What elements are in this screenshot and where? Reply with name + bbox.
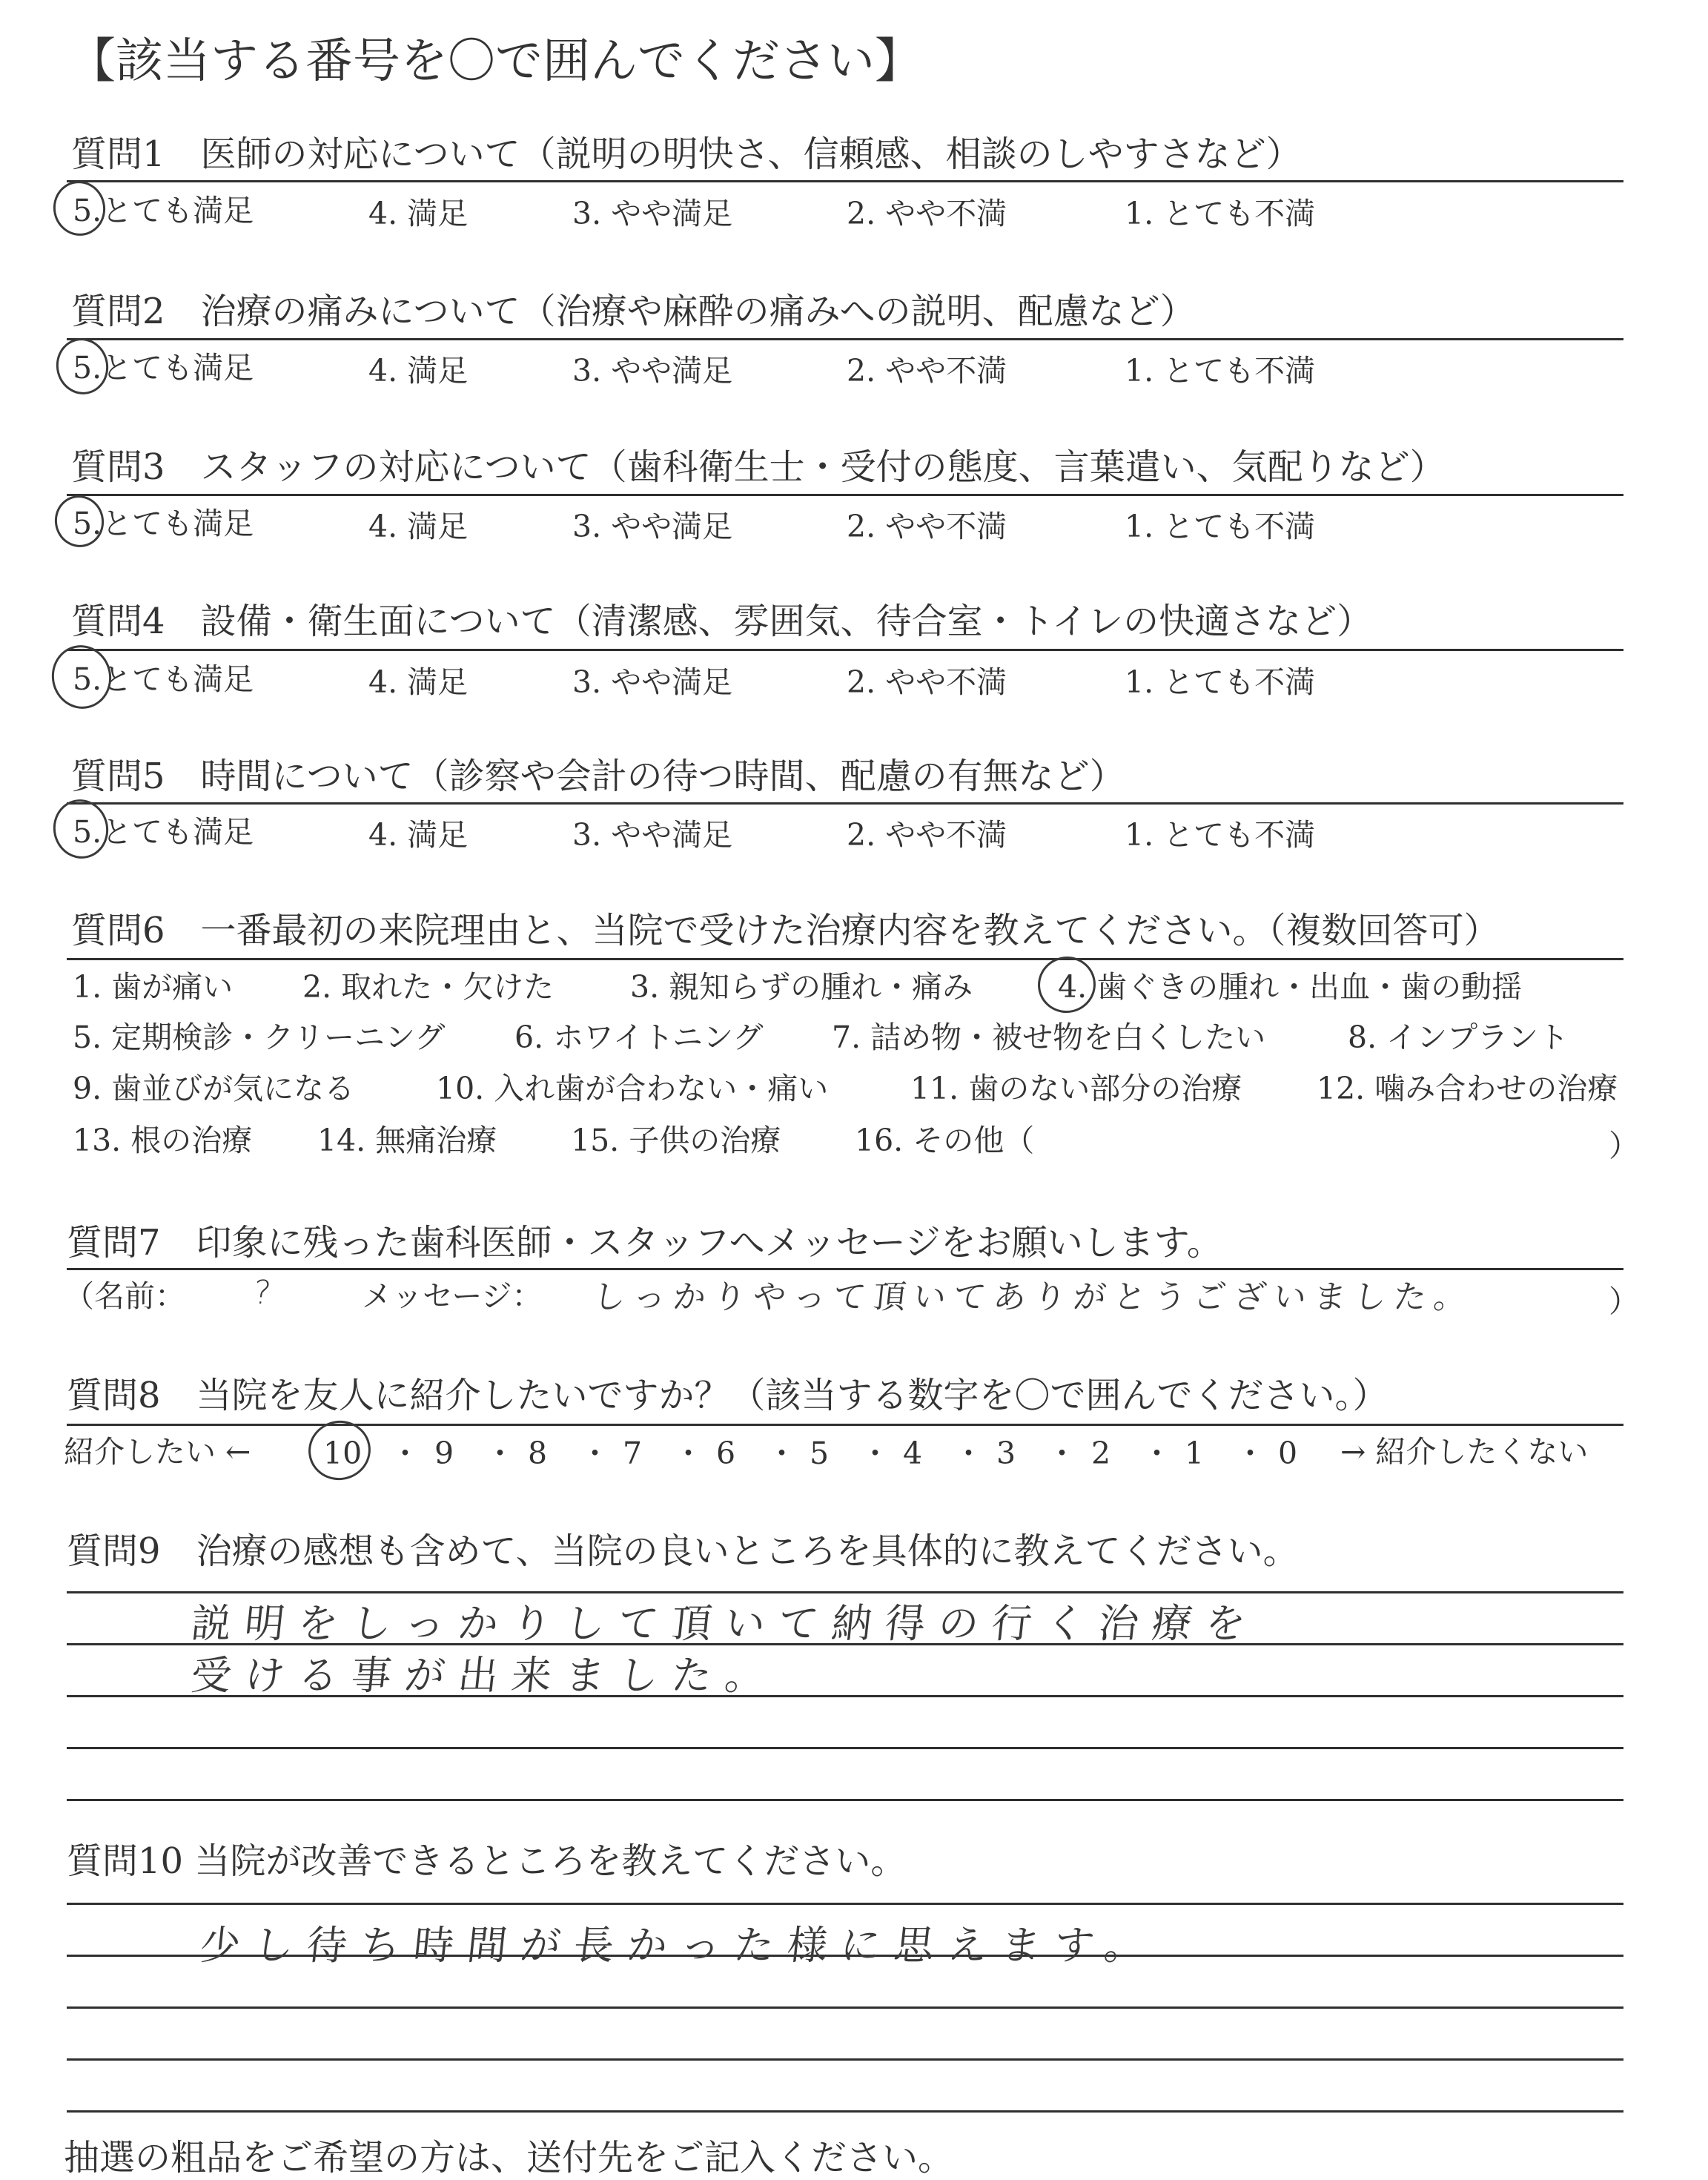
q8-score-10[interactable]: 10 <box>323 1436 363 1471</box>
q6-option-16[interactable]: 16. その他（ <box>855 1123 1035 1158</box>
q6-option-1[interactable]: 1. 歯が痛い <box>73 969 234 1005</box>
q2-option-1[interactable]: 1. とても不満 <box>1125 353 1316 389</box>
q9-answer-line-2[interactable]: 受ける事が出来ました。 <box>188 1652 781 1699</box>
q8-dot: ・ <box>860 1436 890 1471</box>
q6-option-4[interactable]: 4. 歯ぐきの腫れ・出血・歯の動揺 <box>1058 969 1523 1005</box>
q8-dot: ・ <box>1235 1436 1265 1471</box>
q1-option-1[interactable]: 1. とても不満 <box>1125 196 1316 231</box>
q8-rule <box>67 1424 1623 1426</box>
q2-option-2[interactable]: 2. やや不満 <box>847 353 1007 389</box>
q5-option-5[interactable]: 5.とても満足 <box>73 814 254 850</box>
q6-option-14[interactable]: 14. 無痛治療 <box>317 1123 497 1158</box>
q4-rule <box>67 649 1623 651</box>
q8-dot: ・ <box>673 1436 704 1471</box>
q7-name-handwritten[interactable]: ? <box>251 1274 281 1312</box>
q5-selection-circle <box>47 794 113 864</box>
q7-title: 質問7 印象に残った歯科医師・スタッフへメッセージをお願いします。 <box>67 1222 1222 1264</box>
q9-line-1 <box>67 1591 1623 1593</box>
q8-right-label: → 紹介したくない <box>1340 1434 1589 1470</box>
q6-option-11[interactable]: 11. 歯のない部分の治療 <box>910 1071 1242 1106</box>
q3-option-4[interactable]: 4. 満足 <box>368 509 469 544</box>
q7-rule <box>67 1268 1623 1270</box>
q1-option-5[interactable]: 5.とても満足 <box>73 193 254 228</box>
q10-line-1 <box>67 1903 1623 1905</box>
q7-message-handwritten[interactable]: しっかりやって頂いてありがとうございました。 <box>591 1278 1476 1316</box>
q6-option-5[interactable]: 5. 定期検診・クリーニング <box>73 1020 446 1055</box>
q9-line-4 <box>67 1747 1623 1749</box>
q1-option-4[interactable]: 4. 満足 <box>368 196 469 231</box>
footer-partial-text: 抽選の粗品をご希望の方は、送付先をご記入ください。 <box>64 2137 954 2179</box>
q8-dot: ・ <box>1047 1436 1077 1471</box>
q8-dot: ・ <box>953 1436 984 1471</box>
q8-score-8[interactable]: 8 <box>528 1436 548 1471</box>
q5-option-1[interactable]: 1. とても不満 <box>1125 817 1316 853</box>
q10-title: 質問10 当院が改善できるところを教えてください。 <box>67 1840 907 1882</box>
q8-dot: ・ <box>1142 1436 1172 1471</box>
q4-option-3[interactable]: 3. やや満足 <box>572 664 733 700</box>
q8-score-9[interactable]: 9 <box>434 1436 454 1471</box>
q10-line-4 <box>67 2058 1623 2061</box>
q6-option-8[interactable]: 8. インプラント <box>1348 1020 1569 1055</box>
q9-answer-line-1[interactable]: 説明をしっかりして頂いて納得の行く治療を <box>188 1600 1262 1647</box>
q6-option-9[interactable]: 9. 歯並びが気になる <box>73 1071 355 1106</box>
q8-score-5[interactable]: 5 <box>810 1436 830 1471</box>
q7-message-label: メッセージ： <box>362 1278 543 1314</box>
q8-score-3[interactable]: 3 <box>996 1436 1016 1471</box>
q6-rule <box>67 958 1623 960</box>
q8-score-0[interactable]: 0 <box>1278 1436 1298 1471</box>
q5-rule <box>67 802 1623 805</box>
q5-option-2[interactable]: 2. やや不満 <box>847 817 1007 853</box>
q4-option-5[interactable]: 5.とても満足 <box>73 661 254 697</box>
q8-dot: ・ <box>485 1436 515 1471</box>
q7-name-label: （名前： <box>64 1278 185 1314</box>
q5-option-3[interactable]: 3. やや満足 <box>572 817 733 853</box>
page-header: 【該当する番号を〇で囲んでください】 <box>68 34 922 89</box>
q10-line-5 <box>67 2110 1623 2113</box>
q9-title: 質問9 治療の感想も含めて、当院の良いところを具体的に教えてください。 <box>67 1530 1299 1572</box>
q6-option-12[interactable]: 12. 噛み合わせの治療 <box>1317 1071 1618 1106</box>
q3-option-5[interactable]: 5.とても満足 <box>73 506 254 541</box>
q6-option-15[interactable]: 15. 子供の治療 <box>571 1123 781 1158</box>
q1-title: 質問1 医師の対応について（説明の明快さ、信頼感、相談のしやすさなど） <box>71 133 1302 175</box>
q7-close-paren: ） <box>1609 1284 1639 1319</box>
q6-option-3[interactable]: 3. 親知らずの腫れ・痛み <box>630 969 973 1005</box>
q4-option-1[interactable]: 1. とても不満 <box>1125 664 1316 700</box>
q10-line-3 <box>67 2006 1623 2009</box>
q3-option-3[interactable]: 3. やや満足 <box>572 509 733 544</box>
q6-title: 質問6 一番最初の来院理由と、当院で受けた治療内容を教えてください。（複数回答可） <box>71 910 1500 951</box>
q1-rule <box>67 180 1623 182</box>
q1-selection-circle <box>48 176 110 241</box>
q4-title: 質問4 設備・衛生面について（清潔感、雰囲気、待合室・トイレの快適さなど） <box>71 601 1373 642</box>
q2-option-4[interactable]: 4. 満足 <box>368 353 469 389</box>
q1-option-3[interactable]: 3. やや満足 <box>572 196 733 231</box>
q3-option-1[interactable]: 1. とても不満 <box>1125 509 1316 544</box>
q4-option-2[interactable]: 2. やや不満 <box>847 664 1007 700</box>
q3-option-2[interactable]: 2. やや不満 <box>847 509 1007 544</box>
q8-title: 質問8 当院を友人に紹介したいですか？（該当する数字を〇で囲んでください。） <box>67 1375 1388 1416</box>
q8-dot: ・ <box>767 1436 797 1471</box>
q2-option-5[interactable]: 5.とても満足 <box>73 350 254 386</box>
q6-option-10[interactable]: 10. 入れ歯が合わない・痛い <box>436 1071 829 1106</box>
q2-rule <box>67 338 1623 340</box>
q3-rule <box>67 494 1623 496</box>
q8-score-1[interactable]: 1 <box>1185 1436 1205 1471</box>
q8-score-6[interactable]: 6 <box>716 1436 736 1471</box>
q6-option-2[interactable]: 2. 取れた・欠けた <box>302 969 555 1005</box>
q8-score-7[interactable]: 7 <box>623 1436 643 1471</box>
q2-selection-circle <box>51 334 113 400</box>
q8-dot: ・ <box>580 1436 610 1471</box>
q2-title: 質問2 治療の痛みについて（治療や麻酔の痛みへの説明、配慮など） <box>71 291 1196 332</box>
q8-score-4[interactable]: 4 <box>903 1436 923 1471</box>
q1-option-2[interactable]: 2. やや不満 <box>847 196 1007 231</box>
q6-option-7[interactable]: 7. 詰め物・被せ物を白くしたい <box>832 1020 1266 1055</box>
q4-option-4[interactable]: 4. 満足 <box>368 664 469 700</box>
q8-score-2[interactable]: 2 <box>1091 1436 1111 1471</box>
q6-selection-circle <box>1033 951 1101 1019</box>
q8-left-label: 紹介したい ← <box>64 1434 251 1470</box>
q9-line-5 <box>67 1799 1623 1801</box>
q6-option-13[interactable]: 13. 根の治療 <box>73 1123 253 1158</box>
q8-dot: ・ <box>390 1436 420 1471</box>
q3-title: 質問3 スタッフの対応について（歯科衛生士・受付の態度、言葉遣い、気配りなど） <box>71 446 1446 488</box>
q10-answer-line-1[interactable]: 少し待ち時間が長かった様に思えます。 <box>197 1922 1161 1969</box>
q5-title: 質問5 時間について（診察や会計の待つ時間、配慮の有無など） <box>71 756 1125 797</box>
q2-option-3[interactable]: 3. やや満足 <box>572 353 733 389</box>
q6-option-6[interactable]: 6. ホワイトニング <box>514 1020 764 1055</box>
q5-option-4[interactable]: 4. 満足 <box>368 817 469 853</box>
q6-other-close-paren: ） <box>1609 1128 1639 1163</box>
